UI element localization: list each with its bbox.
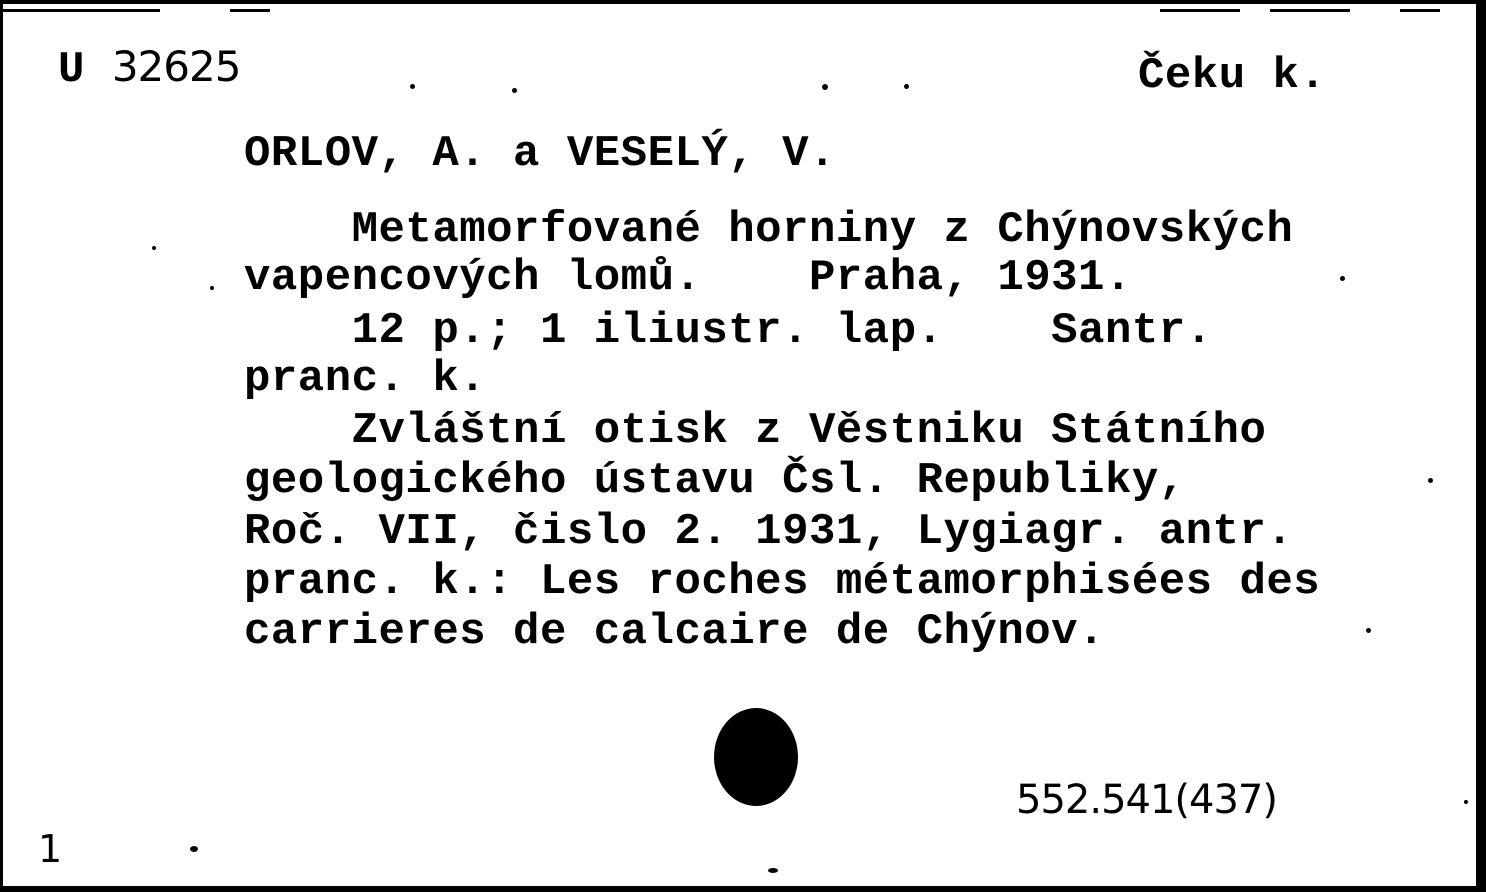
top-dash-mark [230, 9, 270, 12]
note-line: carrieres de calcaire de Chýnov. [244, 607, 1105, 657]
paper-speck [822, 84, 828, 90]
note-line: geologického ústavu Čsl. Republiky, [244, 456, 1186, 506]
collation-line: 12 p.; 1 iliustr. lap. Santr. [244, 306, 1213, 356]
call-number [58, 42, 241, 95]
paper-speck [410, 84, 415, 89]
top-dash-mark [0, 9, 160, 12]
card-right-edge [1476, 0, 1486, 892]
paper-speck [904, 84, 909, 89]
paper-speck [152, 246, 156, 250]
call-number-value: 32625 [111, 42, 241, 91]
card-top-edge [0, 0, 1486, 4]
note-line: Zvláštní otisk z Věstniku Státního [244, 406, 1267, 456]
author-heading: ORLOV, A. a VESELÝ, V. [244, 129, 836, 179]
title-line: vapencových lomů. Praha, 1931. [244, 253, 1132, 303]
call-number-prefix: U [58, 45, 85, 95]
note-line: pranc. k.: Les roches métamorphisées des [244, 557, 1321, 607]
paper-speck [210, 286, 214, 290]
title-line: Metamorfované horniny z Chýnovských [244, 205, 1294, 255]
card-left-edge [0, 0, 3, 892]
language-code: Čeku k. [1138, 51, 1327, 101]
top-dash-mark [1270, 9, 1350, 12]
punch-hole [714, 708, 798, 806]
top-dash-mark [1160, 9, 1240, 12]
classification-number: 552.541(437) [1016, 777, 1277, 823]
top-dash-mark [1400, 9, 1440, 12]
paper-speck [1366, 628, 1371, 633]
card-bottom-edge [0, 886, 1486, 892]
paper-speck [1340, 276, 1345, 281]
card-number: 1 [38, 827, 63, 871]
paper-speck [1428, 478, 1433, 483]
paper-speck [512, 88, 517, 93]
collation-line: pranc. k. [244, 354, 487, 404]
paper-speck [1464, 800, 1468, 804]
paper-speck [768, 868, 778, 873]
paper-speck [190, 846, 198, 852]
note-line: Roč. VII, čislo 2. 1931, Lygiagr. antr. [244, 507, 1294, 557]
